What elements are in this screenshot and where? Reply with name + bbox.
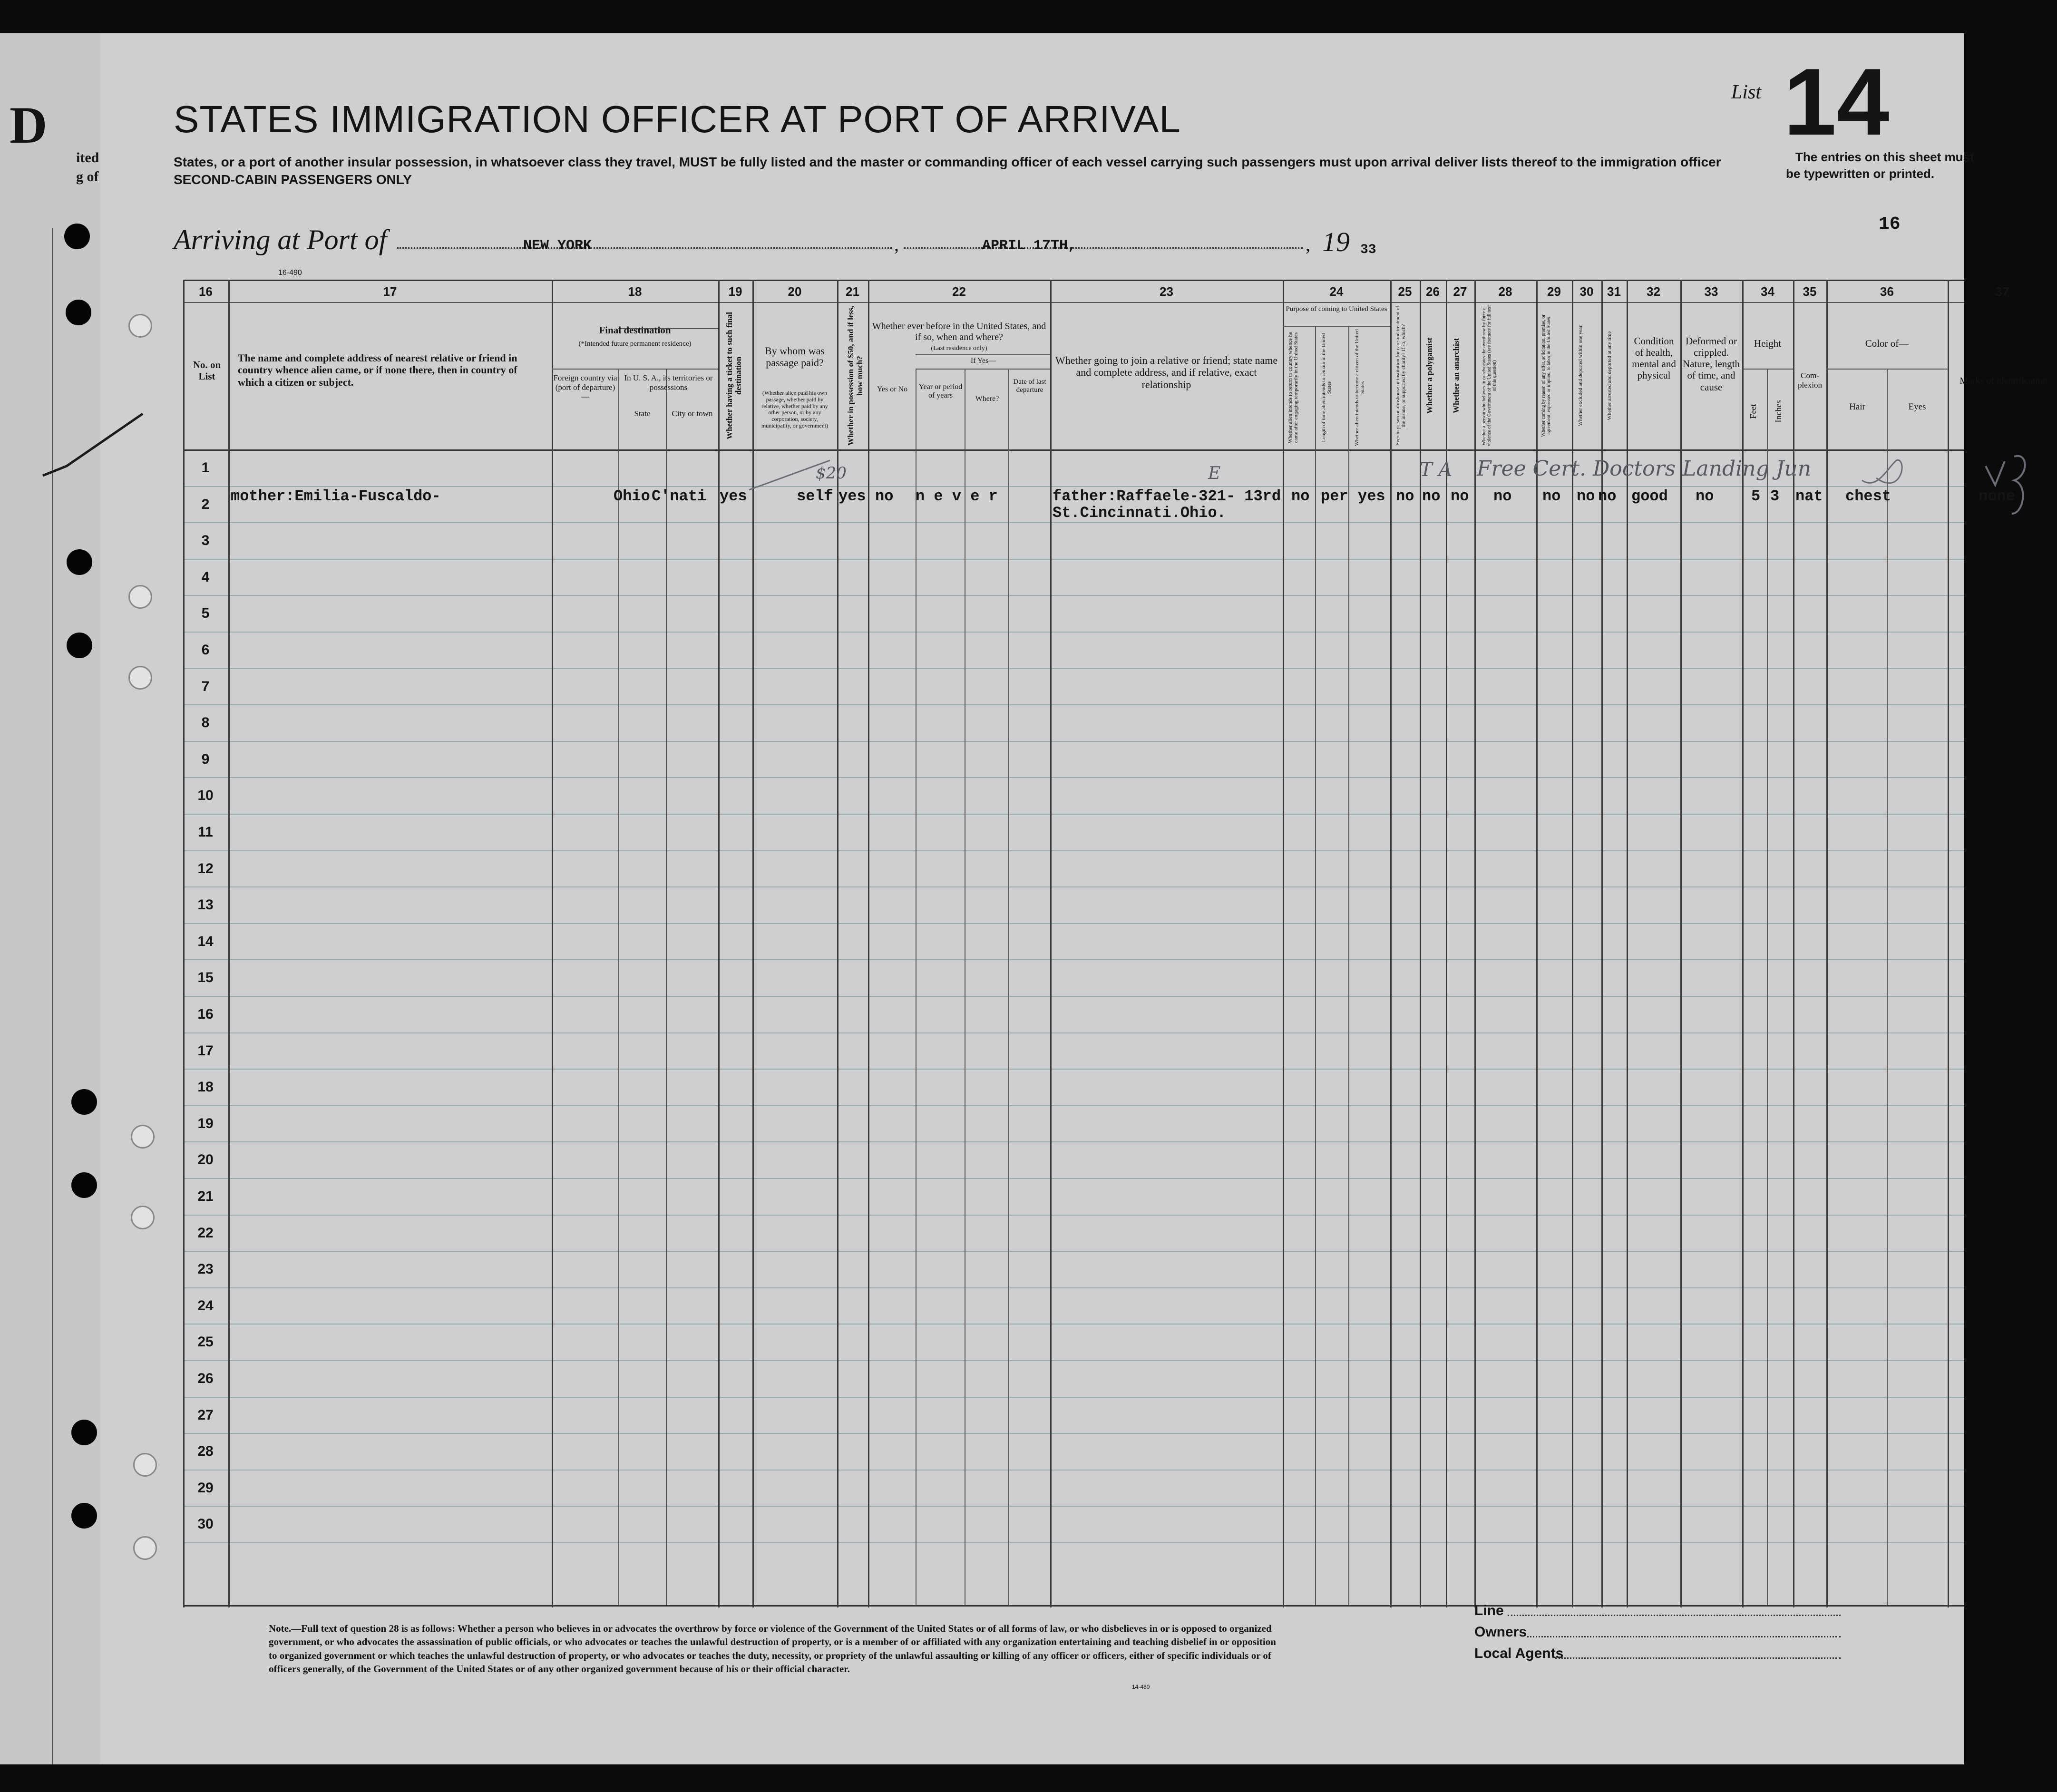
sub-rule bbox=[916, 369, 1050, 370]
row-line bbox=[183, 632, 1964, 633]
colnum-20: 20 bbox=[788, 284, 802, 299]
header-polygamist: Whether a polygamist bbox=[1425, 337, 1434, 414]
colnum-22: 22 bbox=[952, 284, 966, 299]
list-label: List bbox=[1731, 81, 1762, 103]
header-foreign-country: Foreign country via (port of departure)— bbox=[553, 373, 617, 401]
header-prison: Ever in prison or almshouse or institution for care and treatment of the insane, or supported by charity? If so, which? bbox=[1395, 305, 1407, 446]
header-yes-no: Yes or No bbox=[877, 385, 908, 393]
margin-check-mark bbox=[38, 409, 152, 485]
punch-ring bbox=[128, 585, 152, 609]
sub-rule bbox=[1283, 326, 1390, 327]
sub-sep bbox=[1348, 326, 1349, 1605]
table-top-rule bbox=[183, 280, 1964, 281]
owners-label: Owners bbox=[1474, 1624, 1527, 1640]
binder-hole bbox=[67, 633, 92, 658]
manifest-table bbox=[183, 247, 2047, 1607]
row-number: 12 bbox=[197, 860, 214, 877]
header-fifty-dollars: Whether in possession of $50, and if less, how much? bbox=[846, 306, 864, 446]
punch-ring bbox=[128, 666, 152, 690]
punch-ring bbox=[133, 1536, 157, 1560]
row-line bbox=[183, 850, 1964, 851]
cell-never: n e v e r bbox=[916, 487, 998, 505]
binder-hole bbox=[71, 1089, 97, 1115]
cell-money: yes bbox=[838, 487, 866, 505]
sub-sep bbox=[1887, 369, 1888, 1605]
col-sep bbox=[228, 280, 230, 1607]
date-value: APRIL 17TH, bbox=[982, 238, 1077, 254]
header-year: Year or period of years bbox=[918, 383, 963, 400]
row-line bbox=[183, 1032, 1964, 1033]
row-number: 16 bbox=[197, 1006, 214, 1022]
cell-hair-eyes: chest bbox=[1845, 487, 1891, 505]
row-line bbox=[183, 741, 1964, 742]
row-line bbox=[183, 1178, 1964, 1179]
header-join-relative: Whether going to join a relative or friend; state name and complete address, and if relative, exact relationship bbox=[1055, 354, 1278, 390]
row-line bbox=[183, 559, 1964, 560]
colnum-23: 23 bbox=[1160, 284, 1173, 299]
cell-city: C'nati bbox=[652, 487, 707, 505]
cell-length: per bbox=[1321, 487, 1348, 505]
port-value: NEW YORK bbox=[523, 238, 592, 254]
sub-rule bbox=[1742, 369, 1793, 370]
row-number: 15 bbox=[197, 970, 214, 986]
cell-marks: none bbox=[1979, 487, 2015, 505]
cell-feet: 5 bbox=[1751, 487, 1761, 505]
row-number: 23 bbox=[197, 1261, 214, 1277]
row-line bbox=[183, 996, 1964, 997]
row-line bbox=[183, 1506, 1964, 1507]
colnum-16: 16 bbox=[199, 284, 213, 299]
row-number: 22 bbox=[197, 1225, 214, 1241]
row-number: 30 bbox=[197, 1516, 214, 1532]
row-number: 17 bbox=[197, 1042, 214, 1059]
row-line bbox=[183, 1360, 1964, 1361]
cell-arrested: no bbox=[1598, 487, 1617, 505]
cell-deformed: no bbox=[1696, 487, 1714, 505]
binder-hole bbox=[71, 1172, 97, 1198]
row-number: 28 bbox=[197, 1443, 214, 1460]
agents-label: Local Agents bbox=[1474, 1646, 1564, 1661]
row-number: 24 bbox=[197, 1297, 214, 1314]
sheet-number: 16 bbox=[1879, 214, 1901, 234]
header-marks: Marks of identification bbox=[1960, 376, 2047, 386]
line-label: Line bbox=[1474, 1603, 1504, 1618]
cell-ticket: yes bbox=[720, 487, 747, 505]
fragment-text-2: g of bbox=[76, 169, 99, 185]
col-sep bbox=[718, 280, 720, 1607]
year-suffix: 33 bbox=[1360, 243, 1376, 257]
cell-inches: 3 bbox=[1770, 487, 1780, 505]
header-excluded: Whether excluded and deported within one year bbox=[1578, 325, 1583, 426]
header-final-destination-note: (*Intended future permanent residence) bbox=[578, 340, 692, 348]
cell-return: no bbox=[1291, 487, 1310, 505]
previous-sheet-edge bbox=[0, 33, 111, 1764]
punch-ring bbox=[131, 1125, 155, 1149]
pencil-ta: T A bbox=[1420, 459, 1453, 481]
row-line bbox=[183, 595, 1964, 596]
header-if-yes: If Yes— bbox=[970, 357, 996, 365]
header-anarchist: Whether an anarchist bbox=[1452, 338, 1461, 414]
row-line bbox=[183, 1542, 1964, 1543]
header-purpose-length: Length of time alien intends to remain in the United States bbox=[1321, 333, 1333, 442]
cell-labor: no bbox=[1542, 487, 1561, 505]
col-sep bbox=[1283, 280, 1284, 1607]
row-number: 20 bbox=[197, 1152, 214, 1168]
header-ticket: Whether having a ticket to such final destination bbox=[725, 312, 743, 439]
pencil-stroke bbox=[744, 457, 839, 495]
colnum-34: 34 bbox=[1761, 284, 1774, 299]
page-title: STATES IMMIGRATION OFFICER AT PORT OF ARRIVAL bbox=[174, 98, 1181, 140]
row-number: 26 bbox=[197, 1371, 214, 1386]
header-inches: Inches bbox=[1774, 400, 1783, 423]
header-final-destination: Final destination bbox=[599, 324, 671, 336]
pencil-annotations: Free Cert. Doctors Landing Jun bbox=[1477, 457, 1812, 481]
header-labor-offer: Whether coming by reason of any offer, solicitation, promise, or agreement, expressed or implied, to labor in the United States bbox=[1541, 314, 1551, 437]
pencil-mark-e: E bbox=[1208, 464, 1221, 483]
cell-paid-by: self bbox=[797, 487, 833, 505]
pencil-money-amount: $20 bbox=[816, 464, 847, 483]
row-number: 19 bbox=[197, 1115, 214, 1131]
row-line bbox=[183, 923, 1964, 924]
row-line bbox=[183, 886, 1964, 887]
row-number: 14 bbox=[197, 933, 214, 949]
sub-sep bbox=[666, 369, 667, 1605]
row-number: 29 bbox=[197, 1480, 214, 1496]
colnum-18: 18 bbox=[628, 284, 642, 299]
list-number: 14 bbox=[1784, 49, 1890, 155]
colnum-33: 33 bbox=[1704, 284, 1718, 299]
cell-join-line1: father:Raffaele-321- 13rd bbox=[1053, 487, 1281, 505]
sub-sep bbox=[618, 369, 619, 1605]
header-city: City or town bbox=[672, 409, 713, 418]
row-line bbox=[183, 704, 1964, 705]
cell-polygamist: no bbox=[1422, 487, 1441, 505]
header-purpose-citizen: Whether alien intends to become a citizen of the United States bbox=[1354, 329, 1366, 446]
row-line bbox=[183, 1251, 1964, 1252]
row-line bbox=[183, 1470, 1964, 1471]
colnum-30: 30 bbox=[1579, 284, 1594, 299]
header-overthrow: Whether a person who believes in or advocates the overthrow by force or violence of the Government of the United States (see footnote for full text of this question) bbox=[1482, 305, 1497, 447]
manifest-sheet bbox=[100, 33, 2047, 1764]
punch-ring bbox=[128, 314, 152, 338]
pencil-scribble bbox=[1857, 452, 1914, 495]
row-line bbox=[183, 668, 1964, 669]
binder-hole bbox=[71, 1503, 97, 1529]
row-number: 21 bbox=[197, 1188, 214, 1204]
row-number: 4 bbox=[201, 569, 210, 585]
year-prefix: 19 bbox=[1322, 226, 1350, 257]
header-state: State bbox=[634, 409, 651, 418]
entries-note-1: The entries on this sheet must bbox=[1795, 150, 1974, 164]
header-height: Height bbox=[1754, 338, 1782, 349]
row-line bbox=[183, 1215, 1964, 1216]
header-last-residence: (Last residence only) bbox=[931, 345, 987, 352]
sub-rule bbox=[552, 369, 718, 370]
row-number: 5 bbox=[201, 605, 210, 622]
row-number: 10 bbox=[197, 788, 214, 804]
binder-hole bbox=[67, 549, 92, 575]
header-where: Where? bbox=[975, 395, 999, 403]
entries-note-2: be typewritten or printed. bbox=[1786, 166, 1935, 181]
col-sep bbox=[552, 280, 553, 1607]
colnum-27: 27 bbox=[1453, 284, 1467, 299]
cell-anarchist: no bbox=[1451, 487, 1469, 505]
row-line bbox=[183, 1105, 1964, 1106]
sub-sep bbox=[1767, 369, 1768, 1605]
comma: , bbox=[1306, 234, 1310, 255]
header-nearest-relative: The name and complete address of nearest relative or friend in country whence alien came, or if none there, then in country of which a citizen or subject. bbox=[238, 352, 517, 388]
cell-nearest-relative: mother:Emilia-Fuscaldo- bbox=[231, 487, 441, 505]
header-health: Condition of health, mental and physical bbox=[1632, 335, 1676, 381]
header-eyes: Eyes bbox=[1908, 402, 1926, 412]
colnum-25: 25 bbox=[1398, 284, 1412, 299]
punch-ring bbox=[131, 1206, 155, 1229]
row-number: 2 bbox=[201, 496, 210, 512]
pencil-initials bbox=[1976, 447, 2052, 523]
header-last-departure: Date of last departure bbox=[1013, 378, 1046, 394]
class-line: SECOND-CABIN PASSENGERS ONLY bbox=[174, 172, 412, 187]
binder-hole bbox=[64, 224, 90, 249]
row-number: 9 bbox=[201, 751, 210, 767]
footer-form-code: 14-480 bbox=[1132, 1684, 1150, 1690]
sub-sep bbox=[1008, 369, 1009, 1605]
footer-note: Note.—Full text of question 28 is as follows: Whether a person who believes in or advocates the overthrow by force or violence of the Government of the United States or of all forms of law, or who disbelieves in or is opposed to organized government, or who advocates the assassination of public officials, or who advocates or teaches the unlawful destruction of property, or is a member of or affiliated with any organization entertaining and teaching disbelief in or opposition to organized government or which teaches the unlawful destruction of property, or who advocates or teaches the duty, necessity, or propriety of the unlawful assaulting or killing of any officer or officers, either of specific individuals or of officers generally, of the Government of the United States or of any other organized government because of his or their official character. bbox=[269, 1623, 1276, 1675]
col-sep bbox=[1390, 280, 1392, 1607]
line-rule bbox=[1508, 1615, 1841, 1616]
row-number: 18 bbox=[197, 1079, 214, 1095]
header-passage-note: (Whether alien paid his own passage, whether paid by relative, whether paid by any other person, or by any corporation, society, municipality, or government) bbox=[761, 390, 829, 429]
header-arrested: Whether arrested and deported at any time bbox=[1607, 331, 1612, 420]
col-sep bbox=[1474, 280, 1476, 1607]
row-number: 1 bbox=[201, 460, 210, 476]
header-usa: In U. S. A., its territories or possessions bbox=[624, 373, 713, 392]
colnum-28: 28 bbox=[1498, 284, 1512, 299]
col-sep bbox=[1826, 280, 1828, 1607]
cell-citizen: yes bbox=[1358, 487, 1385, 505]
colnum-rule bbox=[183, 302, 1964, 303]
row-line bbox=[183, 1397, 1964, 1398]
row-number: 27 bbox=[197, 1407, 214, 1423]
owners-rule bbox=[1527, 1636, 1841, 1637]
header-color-of: Color of— bbox=[1865, 338, 1909, 349]
header-feet: Feet bbox=[1748, 404, 1758, 419]
colnum-21: 21 bbox=[846, 284, 859, 299]
colnum-37: 37 bbox=[1995, 284, 2009, 299]
header-purpose: Purpose of coming to United States bbox=[1286, 305, 1387, 313]
row-line bbox=[183, 486, 1964, 487]
agents-rule bbox=[1555, 1657, 1841, 1659]
row-line bbox=[183, 1324, 1964, 1325]
row-line bbox=[183, 1287, 1964, 1288]
row-line bbox=[183, 777, 1964, 778]
fragment-letter: D bbox=[10, 96, 48, 154]
row-number: 13 bbox=[197, 897, 214, 913]
row-line bbox=[183, 1141, 1964, 1142]
col-sep bbox=[1948, 280, 1949, 1607]
row-number: 7 bbox=[201, 678, 210, 694]
col-sep bbox=[1050, 280, 1052, 1607]
sub-rule bbox=[916, 354, 1050, 355]
cell-state: Ohio bbox=[614, 487, 650, 505]
row-number: 6 bbox=[201, 642, 210, 658]
row-number: 11 bbox=[198, 824, 213, 840]
form-code: 16-490 bbox=[278, 269, 302, 277]
punch-ring bbox=[133, 1453, 157, 1477]
header-purpose-return: Whether alien intends to return to country whence he came after engaging temporarily in the United States bbox=[1287, 332, 1299, 443]
table-bottom-rule bbox=[183, 1605, 1964, 1607]
col-sep bbox=[868, 280, 869, 1607]
colnum-35: 35 bbox=[1803, 284, 1817, 299]
cell-prison: no bbox=[1396, 487, 1414, 505]
colnum-31: 31 bbox=[1607, 284, 1621, 299]
row-number: 25 bbox=[197, 1334, 214, 1350]
row-line bbox=[183, 1433, 1964, 1434]
header-instruction: States, or a port of another insular possession, in whatsoever class they travel, MUST be fully listed and the master or commanding officer of each vessel carrying such passengers must upon arrival deliver lists thereof to the immigration officer bbox=[174, 155, 1721, 169]
row-number: 8 bbox=[201, 715, 210, 731]
header-passage-paid: By whom was passage paid? bbox=[765, 345, 825, 369]
cell-before-us: no bbox=[875, 487, 894, 505]
colnum-17: 17 bbox=[383, 284, 397, 299]
row-line bbox=[183, 814, 1964, 815]
row-line bbox=[183, 959, 1964, 960]
colnum-32: 32 bbox=[1647, 284, 1660, 299]
binder-hole bbox=[71, 1420, 97, 1445]
arriving-label: Arriving at Port of bbox=[174, 224, 387, 255]
sub-rule bbox=[1826, 369, 1948, 370]
header-deformed: Deformed or crippled. Nature, length of time, and cause bbox=[1682, 335, 1740, 393]
fragment-text-1: ited bbox=[76, 150, 99, 166]
header-hair: Hair bbox=[1849, 402, 1865, 412]
binder-hole bbox=[66, 300, 91, 325]
cell-complexion: nat bbox=[1795, 487, 1823, 505]
cell-overthrow: no bbox=[1493, 487, 1512, 505]
colnum-19: 19 bbox=[728, 284, 742, 299]
colnum-24: 24 bbox=[1329, 284, 1344, 299]
header-no-on-list: No. on List bbox=[193, 359, 221, 382]
row-number: 3 bbox=[201, 533, 210, 549]
row-line bbox=[183, 522, 1964, 523]
row-line bbox=[183, 1069, 1964, 1070]
header-complexion: Com-plexion bbox=[1798, 371, 1822, 390]
sub-sep bbox=[1315, 326, 1316, 1605]
cell-excluded: no bbox=[1577, 487, 1595, 505]
colnum-26: 26 bbox=[1426, 284, 1440, 299]
header-ever-before: Whether ever before in the United States, and if so, when and where? bbox=[872, 321, 1046, 342]
colnum-29: 29 bbox=[1547, 284, 1561, 299]
cell-join-line2: St.Cincinnati.Ohio. bbox=[1053, 504, 1226, 522]
cell-health: good bbox=[1631, 487, 1668, 505]
header-bottom-rule bbox=[183, 449, 1964, 451]
colnum-36: 36 bbox=[1880, 284, 1894, 299]
comma: , bbox=[894, 234, 899, 255]
